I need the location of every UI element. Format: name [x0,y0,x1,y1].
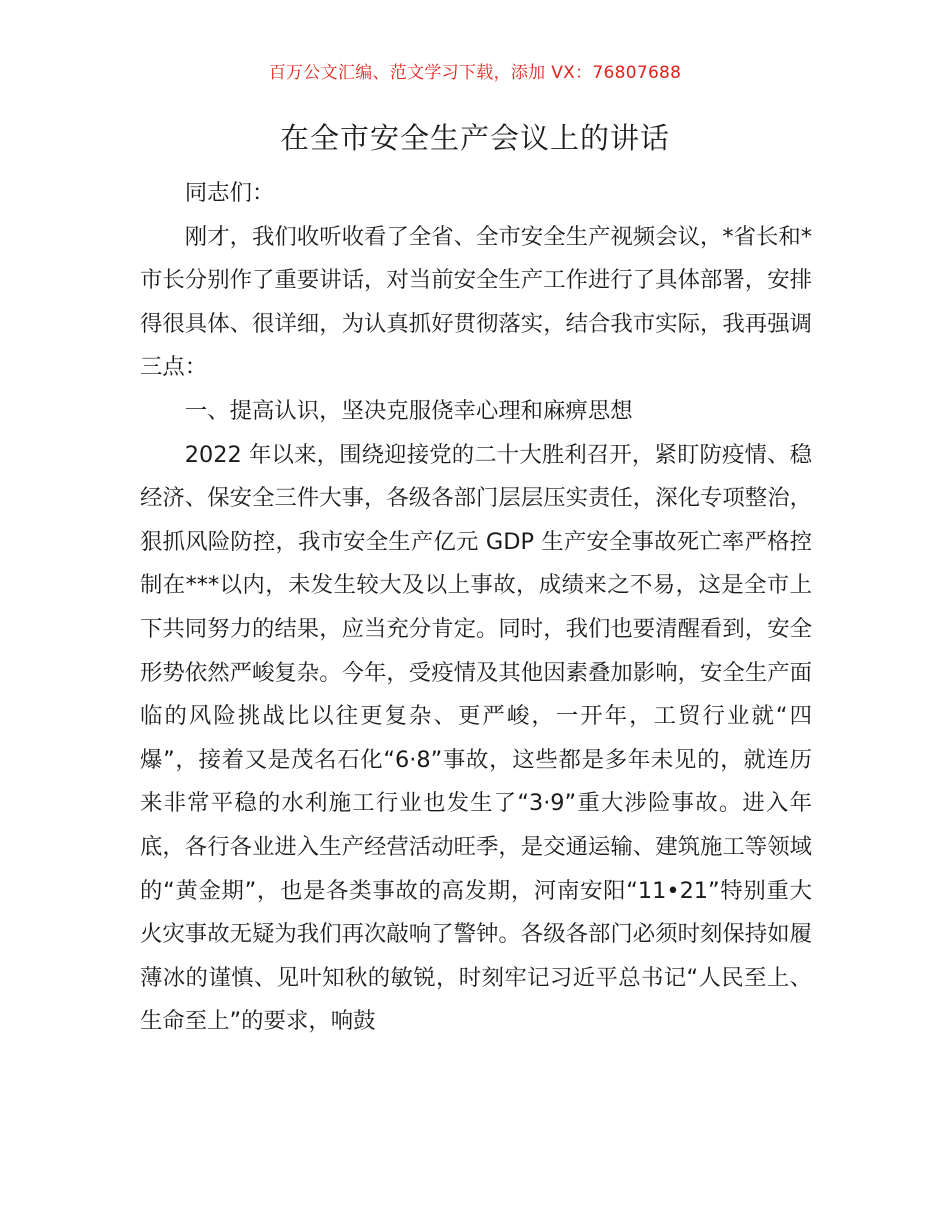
section-heading: 一、提高认识，坚决克服侥幸心理和麻痹思想 [184,397,633,424]
salutation: 同志们： [184,180,275,206]
document-body [140,172,812,1044]
page-title: 在全市安全生产会议上的讲话 [279,121,670,155]
paragraph-intro: 刚才，我们收听收看了全省、全市安全生产视频会议，*省长和*市长分别作了重要讲话，对当前安全生产工作进行了具体部署，安排得很具体、很详细，为认真抓好贯彻落实，结合我市实际，我再强调三点： [140,223,812,381]
paragraph-body: 2022 年以来，围绕迎接党的二十大胜利召开，紧盯防疫情、稳经济、保安全三件大事，各级各部门层层压实责任，深化专项整治，狠抓风险防控，我市安全生产亿元 GDP 生产安全事故死亡率严格控制在***以内，未发生较大及以上事故，成绩来之不易，这是全市上下共同努力的结果，应当充分肯定。同时，我们也要清醒看到，安全形势依然严峻复杂。今年，受疫情及其他因素叠加影响，安全生产面临的风险挑战比以往更复杂、更严峻，一开年，工贸行业就“四爆”，接着又是茂名石化“6·8”事故，这些都是多年未见的，就连历来非常平稳的水利施工行业也发生了“3·9”重大涉险事故。进入年底，各行各业进入生产经营活动旺季，是交通运输、建筑施工等领域的“黄金期”，也是各类事故的高发期，河南安阳“11•21”特别重大火灾事故无疑为我们再次敲响了警钟。各级各部门必须时刻保持如履薄冰的谨慎、见叶知秋的敏锐，时刻牢记习近平总书记“人民至上、生命至上”的要求，响鼓 [140,441,812,1035]
watermark-banner: 百万公文汇编、范文学习下载，添加 VX：76807688 [268,63,682,83]
